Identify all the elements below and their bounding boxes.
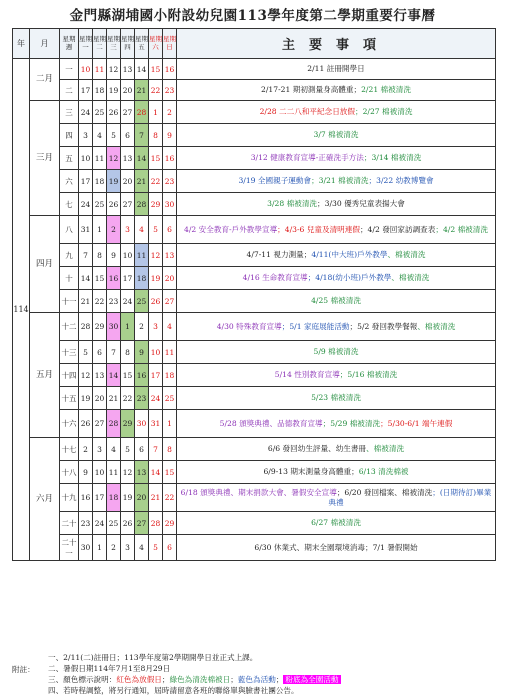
- week-cell: 十三: [60, 341, 79, 364]
- day-cell: 8: [121, 341, 135, 364]
- day-cell: 13: [121, 147, 135, 170]
- event-text: 、棉被清洗: [391, 273, 430, 282]
- day-cell: 21: [135, 170, 149, 193]
- note-line: [48, 674, 495, 685]
- event-text: 3/28 棉被清洗: [267, 199, 318, 208]
- day-cell: 6: [135, 438, 149, 461]
- header-events: 主要事項: [177, 29, 496, 59]
- day-cell: 10: [79, 59, 93, 80]
- note-text: ；: [275, 675, 284, 684]
- day-cell: 10: [93, 461, 107, 484]
- day-cell: 4: [107, 438, 121, 461]
- event-text: 4/16 生命教育宣導: [242, 273, 308, 282]
- day-cell: 17: [93, 484, 107, 512]
- day-cell: 31: [79, 216, 93, 244]
- day-cell: 18: [107, 484, 121, 512]
- table-row: [13, 290, 496, 313]
- day-cell: 10: [121, 244, 135, 267]
- day-cell: 20: [121, 170, 135, 193]
- day-cell: 25: [107, 512, 121, 535]
- week-cell: 一: [60, 59, 79, 80]
- events-cell: [177, 170, 496, 193]
- day-cell: 26: [149, 290, 163, 313]
- day-cell: 26: [79, 410, 93, 438]
- events-cell: [177, 193, 496, 216]
- event-text: ；5/2 發回教學餐報: [349, 321, 418, 331]
- day-cell: 18: [93, 170, 107, 193]
- events-cell: [177, 267, 496, 290]
- day-cell: 24: [79, 101, 93, 124]
- month-cell: 二月: [30, 59, 60, 101]
- note-line: [48, 663, 495, 674]
- note-line: [48, 652, 495, 663]
- day-cell: 14: [149, 461, 163, 484]
- day-cell: 27: [121, 193, 135, 216]
- event-text: 2/11 註冊開學日: [307, 64, 365, 73]
- day-cell: 6: [93, 341, 107, 364]
- day-cell: 16: [79, 484, 93, 512]
- week-cell: 十六: [60, 410, 79, 438]
- week-cell: 十九: [60, 484, 79, 512]
- header-month: 月: [30, 29, 60, 59]
- event-text: 、棉被清洗: [366, 444, 405, 453]
- header-sat: 星期六: [149, 29, 163, 59]
- event-text: ；4/2 棉被清洗: [435, 224, 488, 234]
- day-cell: 19: [149, 267, 163, 290]
- event-text: ；2/27 棉被清洗: [354, 107, 413, 116]
- event-text: 4/11(中大班)戶外教學: [311, 250, 388, 259]
- day-cell: 11: [163, 341, 177, 364]
- day-cell: 9: [107, 244, 121, 267]
- events-cell: [177, 341, 496, 364]
- event-text: ；4/2 發回家訪調查表: [359, 224, 436, 234]
- table-row: [13, 193, 496, 216]
- week-cell: 五: [60, 147, 79, 170]
- day-cell: 20: [163, 267, 177, 290]
- event-text: 6/13 清洗棉被: [358, 467, 409, 476]
- day-cell: 11: [93, 59, 107, 80]
- month-cell: 五月: [30, 313, 60, 438]
- table-row: [13, 170, 496, 193]
- day-cell: 26: [107, 193, 121, 216]
- day-cell: 22: [93, 290, 107, 313]
- events-cell: [177, 387, 496, 410]
- week-cell: 二: [60, 80, 79, 101]
- table-row: [13, 461, 496, 484]
- event-text: 6/6 發回幼生評量、幼生書冊: [267, 444, 367, 453]
- day-cell: 4: [163, 313, 177, 341]
- note-text: ；: [230, 675, 238, 684]
- day-cell: 4: [135, 535, 149, 561]
- header-mon: 星期一: [79, 29, 93, 59]
- page-title: 金門縣湖埔國小附設幼兒園113學年度第二學期重要行事曆: [69, 8, 436, 24]
- day-cell: 15: [163, 461, 177, 484]
- event-text: 、棉被清洗: [417, 321, 456, 331]
- header-fri: 星期五: [135, 29, 149, 59]
- events-cell: [177, 461, 496, 484]
- day-cell: 1: [121, 313, 135, 341]
- day-cell: 29: [163, 512, 177, 535]
- table-row: [13, 124, 496, 147]
- event-text: ；3/30 優秀兒童表揚大會: [317, 199, 405, 208]
- day-cell: 18: [93, 80, 107, 101]
- header-year: 年: [13, 29, 30, 59]
- event-text: ；3/14 棉被清洗: [363, 153, 422, 162]
- day-cell: 14: [79, 267, 93, 290]
- day-cell: 30: [107, 313, 121, 341]
- day-cell: 19: [107, 80, 121, 101]
- day-cell: 13: [163, 244, 177, 267]
- day-cell: 31: [149, 410, 163, 438]
- events-cell: [177, 410, 496, 438]
- day-cell: 14: [135, 59, 149, 80]
- week-cell: 七: [60, 193, 79, 216]
- day-cell: 1: [93, 216, 107, 244]
- month-cell: 四月: [30, 216, 60, 313]
- day-cell: 8: [93, 244, 107, 267]
- day-cell: 28: [79, 313, 93, 341]
- day-cell: 6: [121, 124, 135, 147]
- day-cell: 12: [107, 147, 121, 170]
- day-cell: 7: [149, 438, 163, 461]
- day-cell: 3: [121, 535, 135, 561]
- week-cell: 八: [60, 216, 79, 244]
- day-cell: 23: [79, 512, 93, 535]
- header-sun: 星期日: [163, 29, 177, 59]
- day-cell: 5: [149, 216, 163, 244]
- day-cell: 2: [107, 535, 121, 561]
- week-cell: 十一: [60, 290, 79, 313]
- week-cell: 十: [60, 267, 79, 290]
- calendar-body: [13, 59, 496, 561]
- day-cell: 5: [107, 124, 121, 147]
- day-cell: 8: [163, 438, 177, 461]
- event-text: 6/9-13 期末測量身高體重；: [263, 467, 359, 476]
- day-cell: 15: [93, 267, 107, 290]
- event-text: 4/2 安全教育-戶外教學宣導: [184, 224, 278, 234]
- event-text: 6/27 棉被清洗: [311, 518, 361, 527]
- day-cell: 27: [163, 290, 177, 313]
- table-row: [13, 59, 496, 80]
- day-cell: 11: [93, 147, 107, 170]
- day-cell: 14: [107, 364, 121, 387]
- day-cell: 17: [149, 364, 163, 387]
- note-text: ；: [161, 675, 170, 684]
- header-thu: 星期四: [121, 29, 135, 59]
- event-text: ；5/1 家庭展能活動: [281, 321, 350, 331]
- events-cell: [177, 364, 496, 387]
- event-text: ；3/21 棉被清洗: [311, 176, 369, 185]
- header-week: 星期週: [60, 29, 79, 59]
- day-cell: 15: [149, 147, 163, 170]
- day-cell: 21: [79, 290, 93, 313]
- week-cell: 九: [60, 244, 79, 267]
- day-cell: 30: [135, 410, 149, 438]
- table-row: [13, 244, 496, 267]
- event-text: 6/30 休業式、期末全園環境消毒: [254, 542, 365, 552]
- event-text: ；(日期待訂)畢業典禮: [328, 487, 492, 507]
- table-row: [13, 216, 496, 244]
- month-cell: 三月: [30, 101, 60, 216]
- events-cell: [177, 484, 496, 512]
- day-cell: 2: [163, 101, 177, 124]
- day-cell: 17: [79, 80, 93, 101]
- day-cell: 15: [149, 59, 163, 80]
- event-text: 4/7-11 視力測量；: [246, 250, 312, 259]
- note-text: 二、暑假日期114年7月1至8月29日: [48, 664, 171, 673]
- year-cell: 114: [13, 59, 30, 561]
- events-cell: [177, 147, 496, 170]
- day-cell: 24: [93, 512, 107, 535]
- day-cell: 23: [163, 80, 177, 101]
- day-cell: 6: [163, 535, 177, 561]
- day-cell: 6: [163, 216, 177, 244]
- day-cell: 28: [135, 193, 149, 216]
- day-cell: 12: [121, 461, 135, 484]
- week-cell: 十八: [60, 461, 79, 484]
- event-text: ；5/29 棉被清洗: [322, 418, 381, 428]
- day-cell: 19: [107, 170, 121, 193]
- table-row: [13, 267, 496, 290]
- day-cell: 25: [93, 101, 107, 124]
- day-cell: 18: [163, 364, 177, 387]
- day-cell: 4: [93, 124, 107, 147]
- day-cell: 17: [121, 267, 135, 290]
- event-text: 4/25 棉被清洗: [311, 296, 361, 305]
- note-text: 粉底為全園活動: [285, 675, 339, 684]
- event-text: 2/28 二二八和平紀念日放假: [259, 107, 355, 116]
- event-text: 4/30 特殊教育宣導: [216, 321, 282, 331]
- event-text: ；5/16 棉被清洗: [339, 370, 398, 379]
- event-text: ；4/3-6 兒童及清明連假: [277, 224, 360, 234]
- event-text: 5/14 性別教育宣導: [274, 370, 340, 379]
- day-cell: 27: [135, 512, 149, 535]
- day-cell: 21: [135, 80, 149, 101]
- day-cell: 16: [107, 267, 121, 290]
- event-text: ；6/20 發回檔案、棉被清洗: [336, 487, 433, 497]
- day-cell: 16: [163, 147, 177, 170]
- day-cell: 28: [149, 512, 163, 535]
- events-cell: [177, 535, 496, 561]
- event-text: ；7/1 暑假開始: [364, 542, 418, 552]
- day-cell: 22: [163, 484, 177, 512]
- day-cell: 25: [163, 387, 177, 410]
- table-row: [13, 438, 496, 461]
- note-text: 紅色為放假日: [116, 675, 162, 684]
- day-cell: 28: [107, 410, 121, 438]
- day-cell: 18: [135, 267, 149, 290]
- note-text: 藍色為活動: [237, 675, 276, 684]
- note-text: 綠色為清洗棉被日: [169, 675, 231, 684]
- day-cell: 10: [79, 147, 93, 170]
- header-wed: 星期三: [107, 29, 121, 59]
- day-cell: 27: [93, 410, 107, 438]
- events-cell: [177, 438, 496, 461]
- day-cell: 16: [163, 59, 177, 80]
- event-text: 5/28 頒獎典禮、品德教育宣導: [219, 418, 323, 428]
- day-cell: 22: [121, 387, 135, 410]
- day-cell: 16: [135, 364, 149, 387]
- events-cell: [177, 101, 496, 124]
- day-cell: 5: [79, 341, 93, 364]
- day-cell: 23: [135, 387, 149, 410]
- note-text: 三、顏色標示說明：: [48, 675, 117, 684]
- day-cell: 30: [79, 535, 93, 561]
- day-cell: 21: [107, 387, 121, 410]
- event-text: 3/7 棉被清洗: [313, 130, 359, 139]
- table-row: [13, 147, 496, 170]
- day-cell: 19: [79, 387, 93, 410]
- day-cell: 5: [121, 438, 135, 461]
- day-cell: 1: [149, 101, 163, 124]
- day-cell: 24: [149, 387, 163, 410]
- week-cell: 六: [60, 170, 79, 193]
- day-cell: 24: [121, 290, 135, 313]
- week-cell: 二十: [60, 512, 79, 535]
- week-cell: 二十一: [60, 535, 79, 561]
- notes-lines: [48, 652, 495, 696]
- day-cell: 4: [135, 216, 149, 244]
- day-cell: 3: [79, 124, 93, 147]
- day-cell: 13: [121, 59, 135, 80]
- day-cell: 13: [93, 364, 107, 387]
- header-tue: 星期二: [93, 29, 107, 59]
- event-text: 2/17-21 期初測量身高體重；: [261, 85, 362, 94]
- event-text: ；3/22 幼教博覽會: [368, 176, 434, 185]
- day-cell: 12: [149, 244, 163, 267]
- day-cell: 2: [107, 216, 121, 244]
- note-text: 一、2/11(二)註冊日；113學年度第2學期開學日並正式上課。: [48, 653, 258, 662]
- day-cell: 7: [135, 124, 149, 147]
- day-cell: 8: [149, 124, 163, 147]
- events-cell: [177, 313, 496, 341]
- day-cell: 27: [121, 101, 135, 124]
- week-cell: 十四: [60, 364, 79, 387]
- day-cell: 28: [135, 101, 149, 124]
- day-cell: 26: [107, 101, 121, 124]
- event-text: 5/9 棉被清洗: [313, 347, 359, 356]
- day-cell: 22: [149, 170, 163, 193]
- day-cell: 30: [163, 193, 177, 216]
- week-cell: 十七: [60, 438, 79, 461]
- day-cell: 7: [79, 244, 93, 267]
- day-cell: 7: [107, 341, 121, 364]
- day-cell: 11: [107, 461, 121, 484]
- events-cell: [177, 124, 496, 147]
- events-cell: [177, 290, 496, 313]
- events-cell: [177, 216, 496, 244]
- table-row: [13, 101, 496, 124]
- notes-label: 附註：: [12, 665, 35, 674]
- day-cell: 5: [149, 535, 163, 561]
- day-cell: 29: [93, 313, 107, 341]
- day-cell: 26: [121, 512, 135, 535]
- events-cell: [177, 59, 496, 80]
- event-text: 5/23 棉被清洗: [311, 393, 361, 402]
- event-text: 2/21 棉被清洗: [361, 85, 411, 94]
- header-row: [13, 29, 496, 59]
- day-cell: 19: [121, 484, 135, 512]
- day-cell: 20: [135, 484, 149, 512]
- event-text: 3/12 健康教育宣導-正確洗手方法: [250, 153, 364, 162]
- day-cell: 22: [149, 80, 163, 101]
- table-row: [13, 512, 496, 535]
- event-text: ；5/30-6/1 端午連假: [380, 418, 453, 428]
- week-cell: 四: [60, 124, 79, 147]
- day-cell: 21: [149, 484, 163, 512]
- day-cell: 25: [135, 290, 149, 313]
- day-cell: 29: [149, 193, 163, 216]
- day-cell: 20: [93, 387, 107, 410]
- event-text: ；4/18(幼小班)戶外教學: [307, 273, 392, 282]
- event-text: 、棉被清洗: [387, 250, 426, 259]
- day-cell: 20: [121, 80, 135, 101]
- table-row: [13, 313, 496, 341]
- week-cell: 十二: [60, 313, 79, 341]
- table-row: [13, 410, 496, 438]
- note-text: 四、若時程調整，將另行通知，屆時請留意各班的聯絡單與臉書社團公告。: [48, 686, 299, 695]
- day-cell: 9: [79, 461, 93, 484]
- day-cell: 14: [135, 147, 149, 170]
- day-cell: 12: [79, 364, 93, 387]
- event-text: 6/18 頒獎典禮、期末捐款大會、暑假安全宣導: [180, 487, 337, 497]
- day-cell: 23: [107, 290, 121, 313]
- day-cell: 25: [93, 193, 107, 216]
- events-cell: [177, 512, 496, 535]
- week-cell: 三: [60, 101, 79, 124]
- day-cell: 29: [121, 410, 135, 438]
- day-cell: 1: [163, 410, 177, 438]
- day-cell: 3: [93, 438, 107, 461]
- table-row: [13, 341, 496, 364]
- table-row: [13, 80, 496, 101]
- day-cell: 9: [163, 124, 177, 147]
- calendar-table: [12, 28, 496, 561]
- day-cell: 17: [79, 170, 93, 193]
- day-cell: 1: [93, 535, 107, 561]
- week-cell: 十五: [60, 387, 79, 410]
- day-cell: 2: [79, 438, 93, 461]
- day-cell: 3: [149, 313, 163, 341]
- day-cell: 13: [135, 461, 149, 484]
- month-cell: 六月: [30, 438, 60, 561]
- table-row: [13, 535, 496, 561]
- events-cell: [177, 80, 496, 101]
- table-row: [13, 387, 496, 410]
- day-cell: 11: [135, 244, 149, 267]
- day-cell: 9: [135, 341, 149, 364]
- events-cell: [177, 244, 496, 267]
- table-row: [13, 484, 496, 512]
- event-text: 3/19 全國親子運動會: [238, 176, 312, 185]
- day-cell: 15: [121, 364, 135, 387]
- note-line: [48, 685, 495, 696]
- table-row: [13, 364, 496, 387]
- day-cell: 3: [121, 216, 135, 244]
- day-cell: 10: [149, 341, 163, 364]
- day-cell: 2: [135, 313, 149, 341]
- day-cell: 12: [107, 59, 121, 80]
- day-cell: 23: [163, 170, 177, 193]
- day-cell: 24: [79, 193, 93, 216]
